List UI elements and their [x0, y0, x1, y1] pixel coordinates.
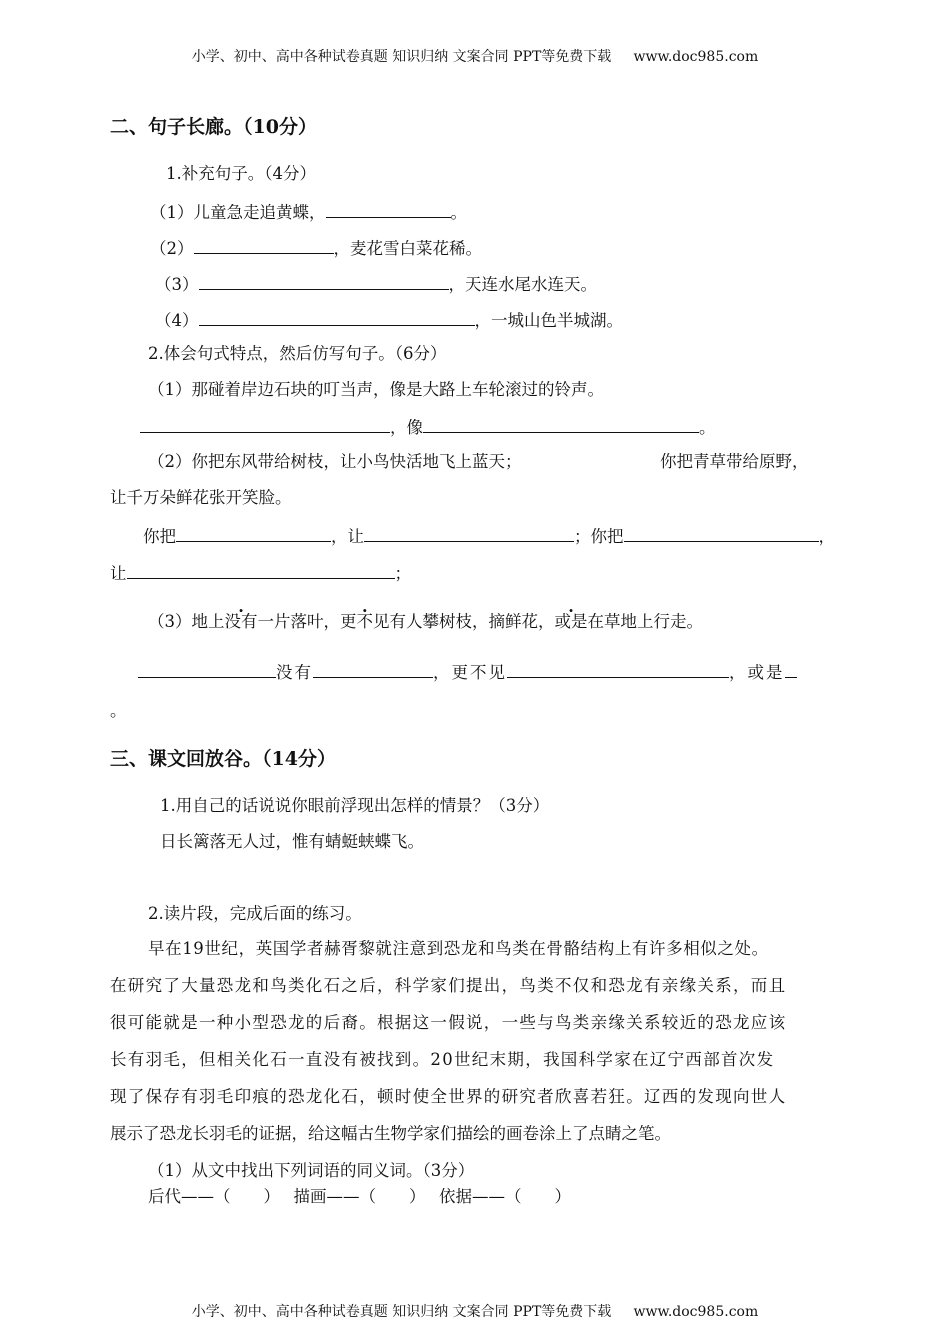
q1-item1: [150, 199, 467, 225]
passage-line: 现了保存有羽毛印痕的恐龙化石，顿时使全世界的研究者欣喜若狂。辽西的发现向世人: [110, 1087, 787, 1106]
q1-item2-num: （2）: [150, 239, 194, 258]
q1-item3-num: （3）: [155, 275, 199, 294]
q1-item3-text: ，天连水尾水连天。: [448, 275, 597, 294]
answer-blank[interactable]: [507, 659, 729, 678]
fill2-label: ，让: [331, 527, 364, 546]
q1-item2: [150, 235, 482, 261]
answer-blank[interactable]: [140, 414, 390, 433]
s3-q1-poem: 日长篱落无人过，惟有蜻蜓蛱蝶飞。: [160, 832, 424, 851]
fill3-label: ，更不见: [433, 663, 507, 682]
answer-blank[interactable]: [194, 235, 334, 254]
answer-blank[interactable]: [138, 659, 276, 678]
header-url: www.doc985.com: [633, 49, 759, 65]
fill1-mid: ，像: [390, 418, 423, 437]
q1-title: 1.补充句子。（4分）: [166, 164, 316, 183]
q1-item4-text: ，一城山色半城湖。: [474, 311, 623, 330]
s3-q1-title: 1.用自己的话说说你眼前浮现出怎样的情景？（3分）: [160, 796, 550, 815]
fill2-comma: ，: [818, 527, 835, 546]
passage-line: 在研究了大量恐龙和鸟类化石之后，科学家们提出，鸟类不仅和恐龙有亲缘关系，而且: [110, 976, 787, 995]
q1-item1-text: （1）儿童急走追黄蝶，: [150, 203, 326, 222]
sub1-title: （1）从文中找出下列词语的同义词。（3分）: [148, 1161, 475, 1180]
answer-blank[interactable]: [785, 659, 797, 678]
q2-sentence2a: （2）你把东风带给树枝，让小鸟快活地飞上蓝天；: [148, 452, 522, 471]
header-text: 小学、初中、高中各种试卷真题 知识归纳 文案合同 PPT等免费下载: [191, 49, 612, 65]
s3-text: 在草地上行走。: [587, 612, 703, 631]
sub1-items: 后代——（ ） 描画——（ ） 依据——（ ）: [148, 1187, 571, 1206]
q1-item4: [155, 307, 623, 333]
footer-text: 小学、初中、高中各种试卷真题 知识归纳 文案合同 PPT等免费下载: [191, 1304, 612, 1320]
answer-blank[interactable]: [326, 199, 451, 218]
answer-blank[interactable]: [127, 560, 395, 579]
s3-text: （3）地上: [148, 612, 225, 631]
answer-blank[interactable]: [199, 271, 449, 290]
passage-line: 很可能就是一种小型恐龙的后裔。根据这一假说，一些与鸟类亲缘关系较近的恐龙应该: [110, 1013, 787, 1032]
dotted-word: 没有: [224, 612, 258, 631]
q2-sentence3: [148, 610, 703, 634]
fill3-label: ，或是: [729, 663, 785, 682]
passage-line: 展示了恐龙长羽毛的证据，给这幅古生物学家们描绘的画卷涂上了点睛之笔。: [110, 1124, 671, 1143]
q2-sentence1: （1）那碰着岸边石块的叮当声，像是大路上车轮滚过的铃声。: [148, 380, 604, 399]
answer-blank[interactable]: [423, 414, 699, 433]
footer-url: www.doc985.com: [633, 1304, 759, 1320]
fill2-label: ；你把: [574, 527, 624, 546]
q2-fill2-line2: [110, 560, 411, 586]
q2-fill2-line1: [143, 523, 835, 549]
dotted-word: 或是: [554, 612, 588, 631]
q2-sentence2c: 让千万朵鲜花张开笑脸。: [110, 488, 292, 507]
answer-blank[interactable]: [176, 523, 331, 542]
fill2-semi: ；: [394, 564, 411, 583]
s3-text: 一片落叶，: [257, 612, 340, 631]
fill3-label: 没有: [276, 663, 313, 682]
passage-line: 长有羽毛，但相关化石一直没有被找到。20世纪末期，我国科学家在辽宁西部首次发: [110, 1050, 775, 1069]
answer-blank[interactable]: [364, 523, 574, 542]
section3-title: 三、课文回放谷。（14分）: [110, 748, 336, 770]
page-header: [0, 46, 950, 66]
section2-title: 二、句子长廊。（10分）: [110, 116, 317, 138]
s3-text: 有人攀树枝，摘鲜花，: [389, 612, 555, 631]
page-footer: [0, 1301, 950, 1321]
q1-item2-text: ，麦花雪白菜花稀。: [333, 239, 482, 258]
s3-q2-title: 2.读片段，完成后面的练习。: [148, 904, 362, 923]
answer-blank[interactable]: [624, 523, 819, 542]
fill1-end: 。: [699, 418, 716, 437]
answer-blank[interactable]: [313, 659, 433, 678]
q1-item4-num: （4）: [155, 311, 199, 330]
q2-title: 2.体会句式特点，然后仿写句子。（6分）: [148, 344, 447, 363]
q1-item3: [155, 271, 597, 297]
fill2-label: 你把: [143, 527, 176, 546]
q1-item1-end: 。: [450, 203, 467, 222]
fill2-label: 让: [110, 564, 127, 583]
q2-sentence2b: 你把青草带给原野，: [660, 452, 809, 471]
answer-blank[interactable]: [199, 307, 475, 326]
q2-fill1: [140, 414, 716, 440]
fill3-end: 。: [110, 701, 127, 720]
q2-fill3: [138, 659, 797, 685]
dotted-word: 更不见: [340, 612, 390, 631]
passage-line: 早在19世纪，英国学者赫胥黎就注意到恐龙和鸟类在骨骼结构上有许多相似之处。: [148, 939, 769, 958]
